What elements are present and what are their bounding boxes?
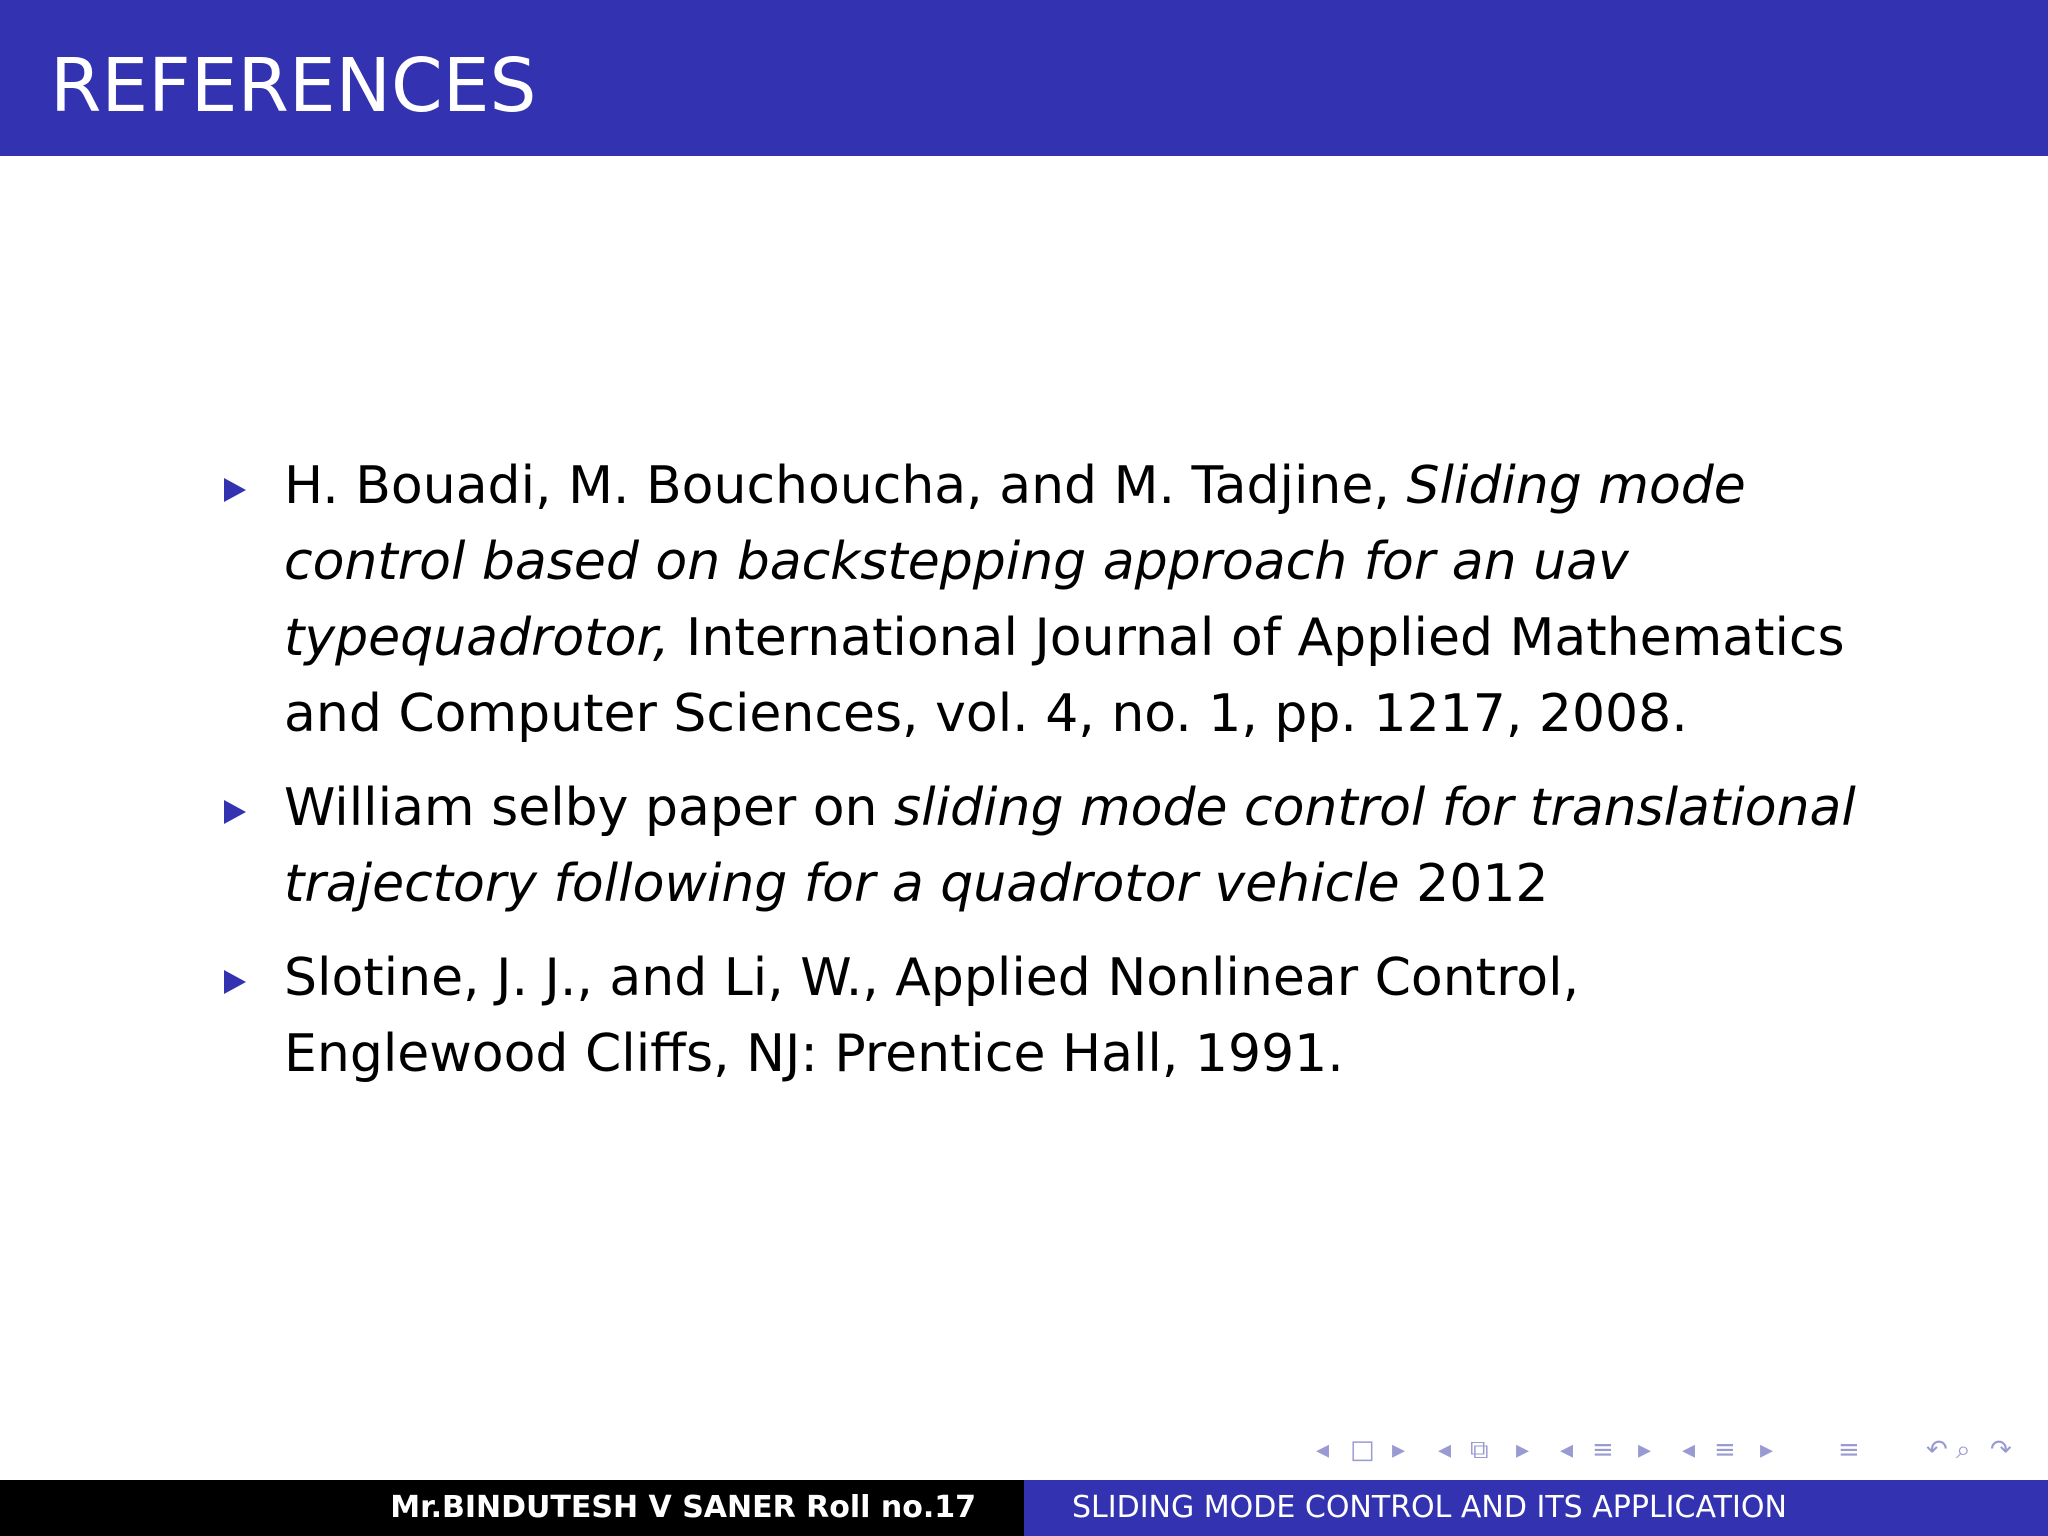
reference-source: International Journal of Applied Mathematics and Computer Sciences, vol. 4, no. 1, pp. 1217, 2008. xyxy=(284,608,1845,744)
section-next-icon[interactable]: ▸ xyxy=(1638,1435,1652,1465)
reference-item xyxy=(218,770,1868,922)
forward-icon[interactable]: ↷ xyxy=(1990,1435,2012,1465)
reference-text: H. Bouadi, M. Bouchoucha, and M. Tadjine, xyxy=(284,456,1407,516)
slide-title: REFERENCES xyxy=(50,43,537,129)
document-prev-icon[interactable]: ◂ xyxy=(1682,1435,1696,1465)
document-next-icon[interactable]: ▸ xyxy=(1760,1435,1774,1465)
reference-source: 2012 xyxy=(1399,854,1549,914)
triangle-bullet-icon xyxy=(224,970,246,994)
subsection-next-icon[interactable]: ▸ xyxy=(1516,1435,1530,1465)
subsection-prev-icon[interactable]: ◂ xyxy=(1438,1435,1452,1465)
frame-prev-icon[interactable]: ◂ xyxy=(1316,1435,1330,1465)
reference-item xyxy=(218,448,1868,752)
table-of-contents-icon[interactable]: ≡ xyxy=(1838,1435,1860,1465)
reference-text: William selby paper on xyxy=(284,778,895,838)
reference-list xyxy=(218,448,1868,1110)
reference-text: Slotine, J. J., and Li, W., Applied Nonlinear Control, Englewood Cliffs, NJ: Prentice Hall, 1991. xyxy=(284,948,1580,1084)
search-icon[interactable]: ⌕ xyxy=(1956,1435,1971,1465)
back-icon[interactable]: ↶ xyxy=(1926,1435,1948,1465)
footer-author xyxy=(0,1480,1024,1536)
footer-title xyxy=(1024,1480,2048,1536)
footer-title-text: SLIDING MODE CONTROL AND ITS APPLICATION xyxy=(1072,1490,1787,1525)
footer-author-text: Mr.BINDUTESH V SANER Roll no.17 xyxy=(390,1490,976,1525)
frame-next-icon[interactable]: ▸ xyxy=(1392,1435,1406,1465)
frame-icon[interactable]: □ xyxy=(1350,1435,1375,1465)
reference-title: sliding mode control for translational trajectory following for a quadrotor vehicle xyxy=(284,778,1856,914)
footer xyxy=(0,1480,2048,1536)
triangle-bullet-icon xyxy=(224,800,246,824)
document-icon[interactable]: ≡ xyxy=(1714,1435,1736,1465)
title-bar xyxy=(0,0,2048,156)
reference-item xyxy=(218,940,1868,1092)
section-icon[interactable]: ≡ xyxy=(1592,1435,1614,1465)
subsection-icon[interactable]: ⧉ xyxy=(1470,1435,1489,1465)
triangle-bullet-icon xyxy=(224,478,246,502)
reference-title: Sliding mode control based on backstepping approach for an uav typequadrotor, xyxy=(284,456,1746,668)
section-prev-icon[interactable]: ◂ xyxy=(1560,1435,1574,1465)
